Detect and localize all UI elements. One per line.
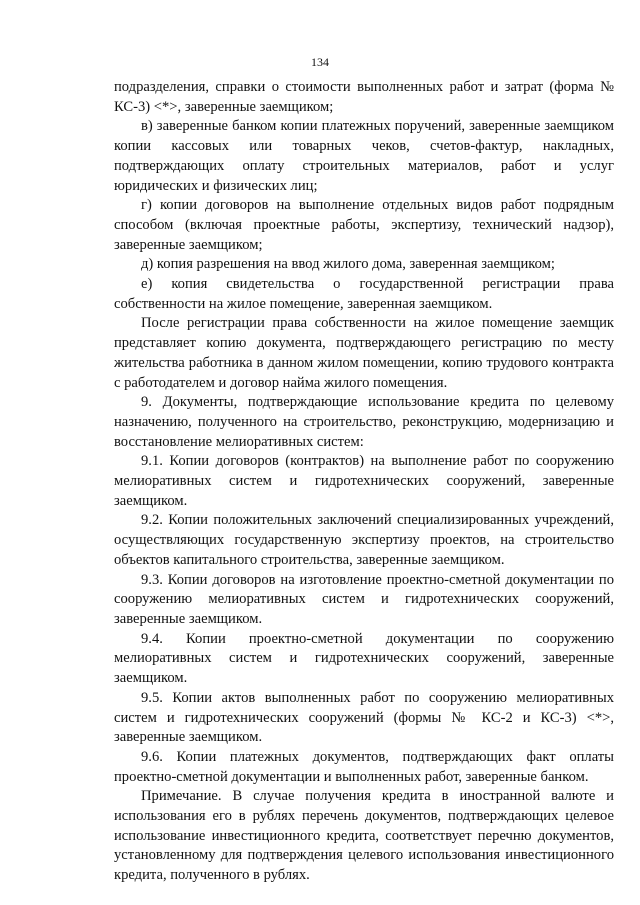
paragraph-9-5: 9.5. Копии актов выполненных работ по сооружению мелиоративных систем и гидротехнических сооружений (формы № КС-2 и КС-3) <*>, заверенные заемщиком. bbox=[114, 689, 614, 746]
paragraph-item-d: д) копия разрешения на ввод жилого дома, заверенная заемщиком; bbox=[141, 256, 555, 273]
paragraph-9-4: 9.4. Копии проектно-сметной документации по сооружению мелиоративных систем и гидротехнических сооружений, заверенные заемщиком. bbox=[114, 630, 614, 687]
document-body bbox=[114, 78, 614, 886]
paragraph-item-e: е) копия свидетельства о государственной регистрации права собственности на жилое помещение, заверенная заемщиком. bbox=[114, 276, 614, 312]
paragraph-continuation: подразделения, справки о стоимости выполненных работ и затрат (форма № КС-3) <*>, заверенные заемщиком; bbox=[114, 79, 614, 115]
paragraph-section-9: 9. Документы, подтверждающие использование кредита по целевому назначению, полученного на строительство, реконструкцию, модернизацию и восстановление мелиоративных систем: bbox=[114, 394, 614, 450]
paragraph-note: Примечание. В случае получения кредита в иностранной валюте и использования его в рублях перечень документов, подтверждающих целевое использование инвестиционного кредита, соответствует перечню документов, установленному для подтверждения целевого использования инвестиционного кредита, полученного в рублях. bbox=[114, 788, 614, 884]
paragraph-9-2: 9.2. Копии положительных заключений специализированных учреждений, осуществляющих государственную экспертизу проектов, на строительство объектов капитального строительства, заверенные заемщиком. bbox=[114, 512, 614, 568]
paragraph-item-v: в) заверенные банком копии платежных поручений, заверенные заемщиком копии кассовых или товарных чеков, счетов-фактур, накладных, подтверждающих оплату строительных материалов, работ и услуг юридических и физических лиц; bbox=[114, 118, 614, 194]
paragraph-9-1: 9.1. Копии договоров (контрактов) на выполнение работ по сооружению мелиоративных систем и гидротехнических сооружений, заверенные заемщиком. bbox=[114, 453, 614, 509]
paragraph-9-3: 9.3. Копии договоров на изготовление проектно-сметной документации по сооружению мелиоративных систем и гидротехнических сооружений, заверенные заемщиком. bbox=[114, 571, 614, 627]
paragraph-item-g: г) копии договоров на выполнение отдельных видов работ подрядным способом (включая проектные работы, экспертизу, технический надзор), заверенные заемщиком; bbox=[114, 197, 614, 253]
page-number: 134 bbox=[311, 55, 329, 69]
paragraph-9-6: 9.6. Копии платежных документов, подтверждающих факт оплаты проектно-сметной документации и выполненных работ, заверенные банком. bbox=[114, 748, 614, 785]
paragraph-after-registration: После регистрации права собственности на жилое помещение заемщик представляет копию документа, подтверждающего регистрацию по месту жительства работника в данном жилом помещении, копию трудового контракта с работодателем и договор найма жилого помещения. bbox=[114, 315, 614, 391]
